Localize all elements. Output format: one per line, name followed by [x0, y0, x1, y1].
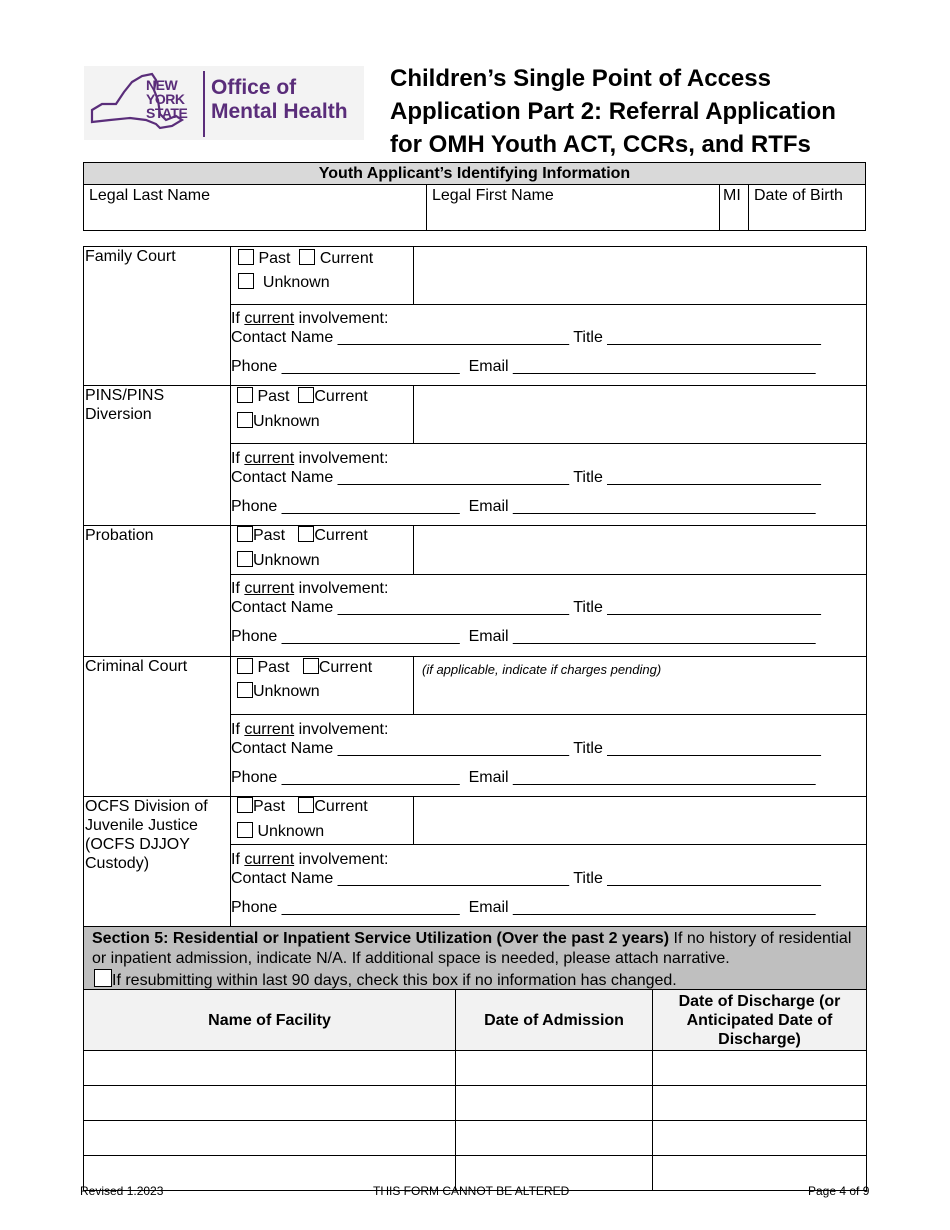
contact-name-title-line[interactable]: Contact Name __________________________ Title ________________________: [231, 599, 821, 616]
admission-date-cell[interactable]: [456, 1051, 653, 1086]
current-checkbox[interactable]: [303, 658, 319, 674]
past-checkbox[interactable]: [237, 526, 253, 542]
discharge-date-cell[interactable]: [653, 1086, 867, 1121]
current-label: Current: [318, 659, 373, 676]
resubmit-label: If resubmitting within last 90 days, check this box if no information has changed.: [112, 972, 677, 989]
current-checkbox[interactable]: [298, 797, 314, 813]
facility-name-header: Name of Facility: [84, 990, 456, 1051]
phone-email-line[interactable]: Phone ____________________ Email __________________________________: [231, 628, 816, 645]
contact-section: If current involvement: Contact Name __________________________ Title ________________________: [231, 580, 821, 616]
resubmit-checkbox[interactable]: [94, 969, 112, 987]
section-5-header: [83, 926, 867, 990]
involvement-details-field[interactable]: [413, 386, 866, 444]
current-label: Current: [314, 798, 368, 815]
unknown-checkbox[interactable]: [237, 551, 253, 567]
current-checkbox[interactable]: [299, 249, 315, 265]
involvement-criminal-court: [83, 656, 867, 797]
unknown-checkbox[interactable]: [238, 273, 254, 289]
unknown-label: Unknown: [253, 683, 320, 700]
current-label: Current: [314, 527, 368, 544]
unknown-label: Unknown: [257, 823, 325, 840]
past-checkbox[interactable]: [237, 797, 253, 813]
contact-name-title-line[interactable]: Contact Name __________________________ Title ________________________: [231, 870, 821, 887]
section-5-title: Section 5: Residential or Inpatient Service Utilization (Over the past 2 years): [92, 930, 670, 947]
discharge-date-cell[interactable]: [653, 1051, 867, 1086]
current-label: Current: [314, 388, 368, 405]
charges-pending-note: (if applicable, indicate if charges pending): [422, 662, 662, 677]
involvement-label: Probation: [84, 526, 231, 656]
involvement-label: Criminal Court: [84, 657, 231, 796]
facility-name-cell[interactable]: [84, 1051, 456, 1086]
past-label: Past: [257, 659, 290, 676]
revision-date: Revised 1.2023: [80, 1184, 164, 1198]
date-of-birth-field[interactable]: Date of Birth: [754, 187, 843, 204]
contact-section: If current involvement: Contact Name __________________________ Title ________________________: [231, 721, 821, 757]
legal-first-name-field[interactable]: Legal First Name: [427, 184, 720, 231]
involvement-pins: [83, 385, 867, 526]
contact-section: If current involvement: Contact Name __________________________ Title ________________________: [231, 450, 821, 486]
past-label: Past: [258, 250, 291, 267]
form-notice: THIS FORM CANNOT BE ALTERED: [373, 1184, 570, 1198]
current-checkbox[interactable]: [298, 526, 314, 542]
status-options: [231, 386, 413, 444]
facility-name-cell[interactable]: [84, 1086, 456, 1121]
discharge-date-header: Date of Discharge (or Anticipated Date of Discharge): [653, 990, 867, 1051]
contact-name-title-line[interactable]: Contact Name __________________________ Title ________________________: [231, 469, 821, 486]
current-label: Current: [319, 250, 374, 267]
legal-last-name-field[interactable]: Legal Last Name: [84, 184, 427, 231]
contact-name-title-line[interactable]: Contact Name __________________________ Title ________________________: [231, 740, 821, 757]
contact-name-title-line[interactable]: Contact Name __________________________ Title ________________________: [231, 329, 821, 346]
page-title: Children’s Single Point of Access Application Part 2: Referral Application for OMH Youth ACT, CCRs, and RTFs: [390, 65, 836, 158]
contact-section: If current involvement: Contact Name __________________________ Title ________________________: [231, 310, 821, 346]
mi-field[interactable]: MI: [720, 184, 749, 231]
past-checkbox[interactable]: [238, 249, 254, 265]
past-label: Past: [253, 527, 286, 544]
discharge-date-cell[interactable]: [653, 1121, 867, 1156]
status-options: [231, 526, 413, 575]
table-row: [84, 1051, 867, 1086]
table-row: [84, 1121, 867, 1156]
contact-section: If current involvement: Contact Name __________________________ Title ________________________: [231, 851, 821, 887]
involvement-label: Family Court: [84, 247, 231, 385]
involvement-probation: [83, 525, 867, 657]
unknown-checkbox[interactable]: [237, 412, 253, 428]
facility-name-cell[interactable]: [84, 1121, 456, 1156]
phone-email-line[interactable]: Phone ____________________ Email __________________________________: [231, 498, 816, 515]
past-label: Past: [257, 388, 290, 405]
involvement-ocfs-djj: [83, 796, 867, 927]
admission-date-header: Date of Admission: [456, 990, 653, 1051]
status-options: [231, 657, 413, 715]
logo-divider: [203, 71, 205, 137]
section-5-instructions: If no history of residential or inpatient admission, indicate N/A. If additional space is needed, please attach narrative.: [92, 930, 852, 967]
involvement-details-field[interactable]: [413, 526, 866, 575]
involvement-label: OCFS Division of Juvenile Justice (OCFS DJJOY Custody): [84, 797, 231, 926]
past-checkbox[interactable]: [237, 658, 253, 674]
identifying-info-heading: Youth Applicant’s Identifying Information: [84, 163, 865, 185]
admission-date-cell[interactable]: [456, 1086, 653, 1121]
logo-office-name: Office of Mental Health: [211, 76, 348, 123]
phone-email-line[interactable]: Phone ____________________ Email __________________________________: [231, 358, 816, 375]
current-checkbox[interactable]: [298, 387, 314, 403]
identifying-info-table: [83, 162, 866, 231]
status-options: [231, 797, 413, 845]
admission-date-cell[interactable]: [456, 1121, 653, 1156]
involvement-family-court: [83, 246, 867, 386]
involvement-label: PINS/PINS Diversion: [84, 386, 231, 525]
unknown-checkbox[interactable]: [237, 682, 253, 698]
unknown-label: Unknown: [253, 413, 320, 430]
logo-new-york-state: NEW YORK STATE: [146, 77, 188, 121]
phone-email-line[interactable]: Phone ____________________ Email __________________________________: [231, 769, 816, 786]
involvement-details-field[interactable]: [413, 657, 866, 715]
facility-table: [83, 989, 867, 1191]
involvement-details-field[interactable]: [413, 797, 866, 845]
status-options: [231, 247, 413, 305]
involvement-details-field[interactable]: [413, 247, 866, 305]
table-row: [84, 1086, 867, 1121]
nys-omh-logo: [84, 66, 364, 140]
unknown-checkbox[interactable]: [237, 822, 253, 838]
unknown-label: Unknown: [253, 552, 320, 569]
phone-email-line[interactable]: Phone ____________________ Email __________________________________: [231, 899, 816, 916]
page-number: Page 4 of 9: [808, 1184, 870, 1198]
past-label: Past: [253, 798, 286, 815]
past-checkbox[interactable]: [237, 387, 253, 403]
unknown-label: Unknown: [262, 274, 330, 291]
